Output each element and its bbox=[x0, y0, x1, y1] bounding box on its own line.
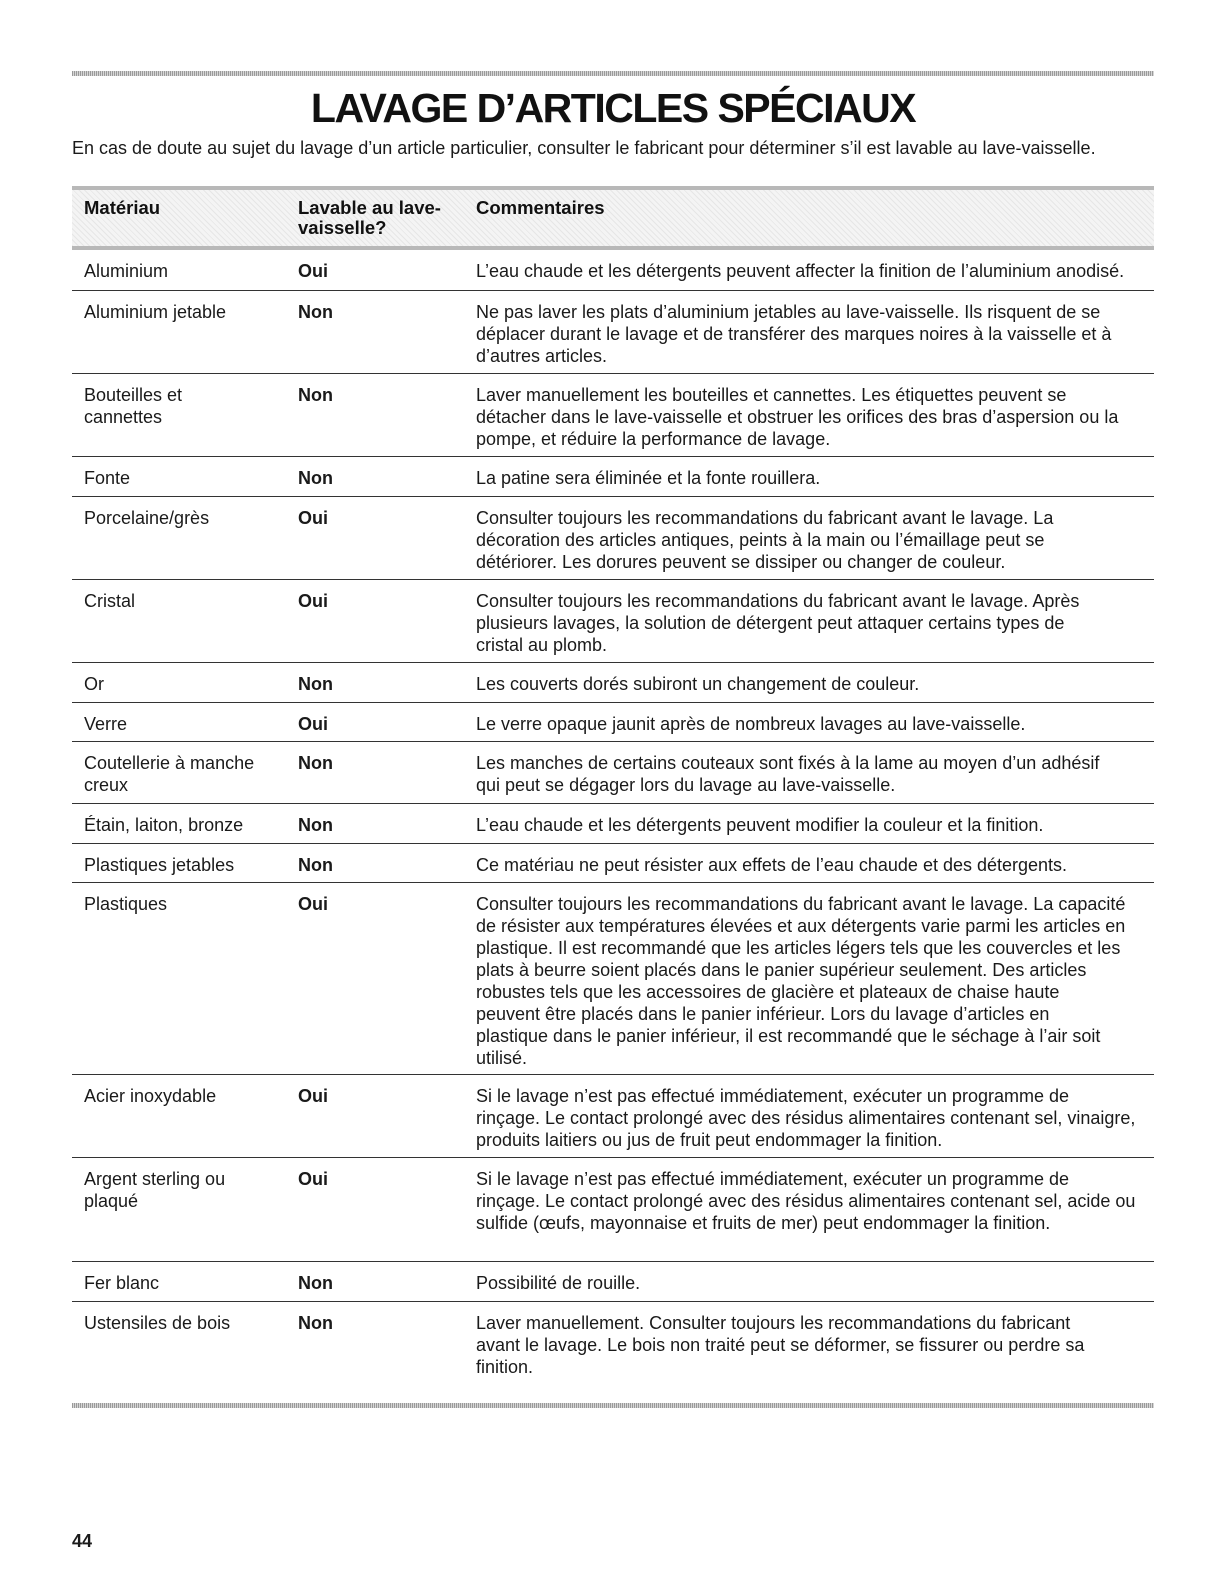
table-header bbox=[72, 186, 1154, 250]
table-row bbox=[72, 804, 1154, 844]
cell-washable: Oui bbox=[298, 1086, 328, 1106]
table-row bbox=[72, 1075, 1154, 1158]
header-comments: Commentaires bbox=[476, 197, 605, 218]
cell-comment: L’eau chaude et les détergents peuvent affecter la finition de l’aluminium anodisé. bbox=[476, 261, 1125, 281]
cell-washable: Oui bbox=[298, 1169, 328, 1189]
cell-washable: Non bbox=[298, 468, 333, 488]
table-row bbox=[72, 742, 1154, 804]
cell-comment: Le verre opaque jaunit après de nombreux lavages au lave-vaisselle. bbox=[476, 714, 1026, 734]
header-material: Matériau bbox=[84, 197, 161, 218]
cell-comment: Consulter toujours les recommandations du fabricant avant le lavage. La décoration des articles antiques, peints à la main ou l’émaillage peut se détériorer. Les dorures peuvent se dissiper ou changer de couleur. bbox=[476, 508, 1054, 572]
cell-material: Ustensiles de bois bbox=[84, 1313, 231, 1333]
cell-material: Porcelaine/grès bbox=[84, 508, 210, 528]
cell-comment: Ne pas laver les plats d’aluminium jetables au lave-vaisselle. Ils risquent de se déplacer durant le lavage et de transférer des marques noires à la vaisselle et à d’autres articles. bbox=[476, 302, 1112, 366]
header-washable: Lavable au lave-vaisselle? bbox=[298, 197, 441, 238]
cell-washable: Non bbox=[298, 302, 333, 322]
cell-material: Bouteilles et cannettes bbox=[84, 385, 183, 427]
cell-comment: Laver manuellement les bouteilles et cannettes. Les étiquettes peuvent se détacher dans le lave-vaisselle et obstruer les orifices des bras d’aspersion ou la pompe, et réduire la performance de lavage. bbox=[476, 385, 1119, 449]
cell-comment: Si le lavage n’est pas effectué immédiatement, exécuter un programme de rinçage. Le contact prolongé avec des résidus alimentaires contenant sel, acide ou sulfide (œufs, mayonnaise et fruits de mer) peut endommager la finition. bbox=[476, 1169, 1136, 1233]
cell-material: Acier inoxydable bbox=[84, 1086, 217, 1106]
cell-material: Coutellerie à manche creux bbox=[84, 753, 255, 795]
cell-washable: Oui bbox=[298, 508, 328, 528]
cell-washable: Non bbox=[298, 1273, 333, 1293]
cell-material: Fonte bbox=[84, 468, 131, 488]
cell-comment: L’eau chaude et les détergents peuvent modifier la couleur et la finition. bbox=[476, 815, 1044, 835]
table-row bbox=[72, 1158, 1154, 1262]
table-row bbox=[72, 883, 1154, 1075]
cell-material: Or bbox=[84, 674, 104, 694]
cell-washable: Non bbox=[298, 855, 333, 875]
table-row bbox=[72, 844, 1154, 883]
special-items-table bbox=[72, 186, 1154, 1385]
table-row bbox=[72, 374, 1154, 457]
cell-material: Plastiques jetables bbox=[84, 855, 235, 875]
table-row bbox=[72, 1302, 1154, 1385]
intro-paragraph: En cas de doute au sujet du lavage d’un article particulier, consulter le fabricant pour déterminer s’il est lavable au lave-vaisselle. bbox=[72, 138, 1096, 158]
cell-comment: Ce matériau ne peut résister aux effets de l’eau chaude et des détergents. bbox=[476, 855, 1068, 875]
cell-material: Aluminium bbox=[84, 261, 169, 281]
cell-comment: Possibilité de rouille. bbox=[476, 1273, 641, 1293]
cell-material: Argent sterling ou plaqué bbox=[84, 1169, 226, 1211]
cell-washable: Non bbox=[298, 753, 333, 773]
cell-comment: Laver manuellement. Consulter toujours les recommandations du fabricant avant le lavage. Le bois non traité peut se déformer, se fissurer ou perdre sa finition. bbox=[476, 1313, 1085, 1377]
table-row bbox=[72, 703, 1154, 742]
cell-material: Aluminium jetable bbox=[84, 302, 227, 322]
cell-material: Cristal bbox=[84, 591, 136, 611]
cell-washable: Non bbox=[298, 385, 333, 405]
cell-material: Plastiques bbox=[84, 894, 168, 914]
cell-washable: Oui bbox=[298, 261, 328, 281]
table-row bbox=[72, 1262, 1154, 1302]
cell-material: Étain, laiton, bronze bbox=[84, 815, 244, 835]
table-row bbox=[72, 457, 1154, 497]
page-number: 44 bbox=[72, 1531, 93, 1551]
cell-comment: La patine sera éliminée et la fonte rouillera. bbox=[476, 468, 821, 488]
top-rule bbox=[72, 71, 1154, 76]
cell-material: Verre bbox=[84, 714, 128, 734]
bottom-rule bbox=[72, 1403, 1154, 1408]
cell-washable: Non bbox=[298, 815, 333, 835]
cell-washable: Oui bbox=[298, 714, 328, 734]
cell-washable: Non bbox=[298, 674, 333, 694]
page-title: LAVAGE D’ARTICLES SPÉCIAUX bbox=[310, 85, 916, 131]
cell-comment: Les couverts dorés subiront un changement de couleur. bbox=[476, 674, 920, 694]
cell-comment: Consulter toujours les recommandations du fabricant avant le lavage. La capacité de résister aux températures élevées et aux détergents varie parmi les articles en plastique. Il est recommandé que les articles légers tels que les couvercles et les plats à beurre soient placés dans le panier supérieur seulement. Des articles robustes tels que les accessoires de glacière et plateaux de chaise haute peuvent être placés dans le panier inférieur. Lors du lavage d’articles en plastique dans le panier inférieur, il est recommandé que le séchage à l’air soit utilisé. bbox=[476, 894, 1126, 1068]
table-row bbox=[72, 663, 1154, 703]
cell-washable: Oui bbox=[298, 894, 328, 914]
table-row bbox=[72, 580, 1154, 663]
cell-washable: Non bbox=[298, 1313, 333, 1333]
cell-material: Fer blanc bbox=[84, 1273, 160, 1293]
cell-comment: Si le lavage n’est pas effectué immédiatement, exécuter un programme de rinçage. Le contact prolongé avec des résidus alimentaires contenant sel, vinaigre, produits laitiers ou jus de fruit peut endommager la finition. bbox=[476, 1086, 1136, 1150]
cell-comment: Les manches de certains couteaux sont fixés à la lame au moyen d’un adhésif qui peut se dégager lors du lavage au lave-vaisselle. bbox=[476, 753, 1100, 795]
table-row bbox=[72, 250, 1154, 291]
cell-comment: Consulter toujours les recommandations du fabricant avant le lavage. Après plusieurs lavages, la solution de détergent peut attaquer certains types de cristal au plomb. bbox=[476, 591, 1080, 655]
table-row bbox=[72, 291, 1154, 374]
cell-washable: Oui bbox=[298, 591, 328, 611]
table-row bbox=[72, 497, 1154, 580]
